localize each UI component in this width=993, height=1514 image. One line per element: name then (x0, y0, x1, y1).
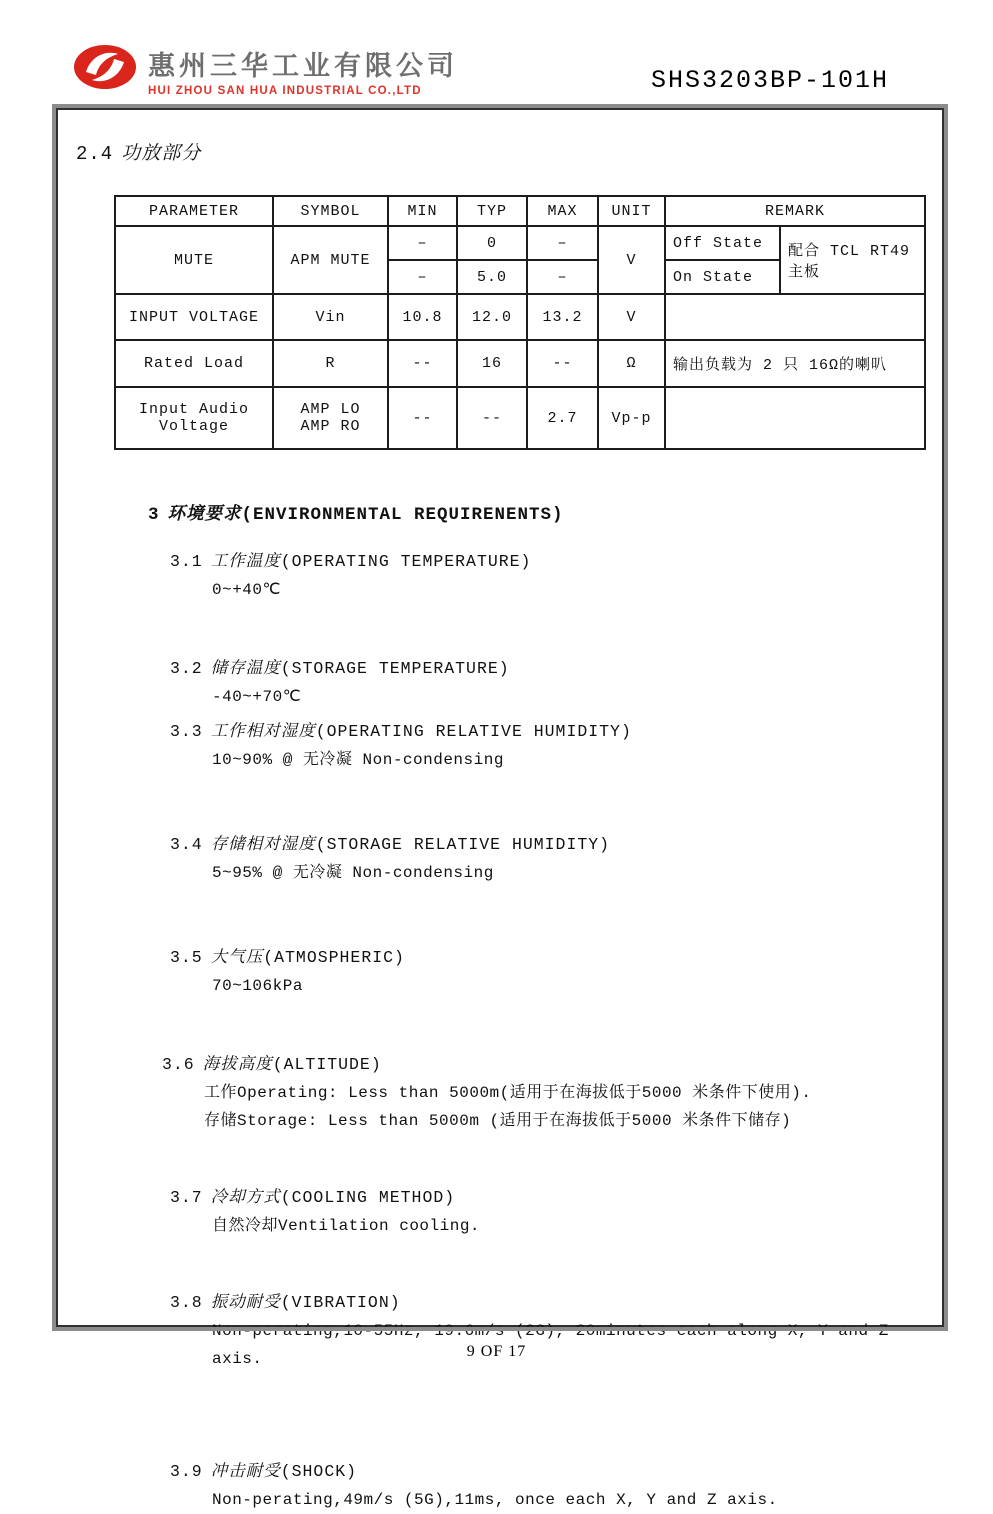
env-item-title (170, 717, 924, 746)
table-row-rated-load (115, 340, 925, 387)
env-item-number: 3.3 (170, 722, 203, 741)
env-item-number: 3.9 (170, 1462, 203, 1481)
cell-vin-max: 13.2 (527, 294, 598, 340)
env-item-title (170, 830, 924, 859)
env-item-title (170, 547, 924, 576)
env-item-label-cn: 工作温度 (210, 552, 281, 571)
section-3-number: 3 (148, 505, 160, 525)
company-name-cn: 惠州三华工业有限公司 (148, 51, 458, 81)
env-item-label-en: (SHOCK) (280, 1462, 358, 1481)
env-item-label-cn: 工作相对湿度 (210, 722, 316, 741)
cell-load-parameter: Rated Load (115, 340, 273, 387)
env-item-value: Non-perating,10-55Hz, 19.6m/s (2G), 20minutes each along X, Y and Z axis. (212, 1322, 889, 1368)
env-item-label-cn: 储存温度 (210, 659, 281, 678)
env-item-title (170, 654, 924, 683)
cell-vin-min: 10.8 (388, 294, 457, 340)
env-item-value: 10~90% @ 无冷凝 Non-condensing (212, 751, 504, 769)
env-item-label-en: (OPERATING TEMPERATURE) (280, 552, 532, 571)
env-item-value: Non-perating,49m/s (5G),11ms, once each X, Y and Z axis. (212, 1491, 778, 1509)
section-3-label-cn: 环境要求 (167, 505, 242, 525)
env-item-value: 0~+40℃ (212, 581, 281, 599)
cell-mute1-max: – (527, 226, 598, 260)
page-number: 9 OF 17 (466, 1343, 527, 1360)
env-item-label-cn: 存储相对湿度 (210, 835, 316, 854)
company-logo-icon (73, 44, 137, 90)
env-item-3-2 (170, 654, 924, 711)
env-item-3-6 (162, 1050, 924, 1135)
env-item-number: 3.8 (170, 1293, 203, 1312)
env-item-label-cn: 海拔高度 (202, 1055, 273, 1074)
company-name-en: HUI ZHOU SAN HUA INDUSTRIAL CO.,LTD (148, 85, 422, 97)
header-symbol: SYMBOL (273, 196, 388, 226)
table-header-row (115, 196, 925, 226)
env-item-label-en: (OPERATING RELATIVE HUMIDITY) (315, 722, 632, 741)
header-min: MIN (388, 196, 457, 226)
env-item-label-cn: 大气压 (210, 948, 264, 967)
env-item-3-8 (170, 1288, 924, 1373)
cell-audio-remark (665, 387, 925, 449)
model-number: SHS3203BP-101H (650, 66, 890, 95)
cell-load-unit: Ω (598, 340, 665, 387)
cell-load-max: -- (527, 340, 598, 387)
env-item-number: 3.4 (170, 835, 203, 854)
header-remark: REMARK (665, 196, 925, 226)
env-item-label-cn: 冲击耐受 (210, 1462, 281, 1481)
cell-audio-typ: -- (457, 387, 527, 449)
section-3-heading (148, 500, 924, 525)
env-item-value: 自然冷却Ventilation cooling. (212, 1217, 481, 1235)
table-row-input-audio (115, 387, 925, 449)
table-row-mute-1 (115, 226, 925, 260)
cell-mute-parameter: MUTE (115, 226, 273, 294)
env-item-value: 工作Operating: Less than 5000m(适用于在海拔低于5000 米条件下使用). (204, 1084, 812, 1102)
header-typ: TYP (457, 196, 527, 226)
company-name-block (148, 44, 458, 97)
cell-vin-typ: 12.0 (457, 294, 527, 340)
env-item-value: -40~+70℃ (212, 688, 302, 706)
env-item-value: 存储Storage: Less than 5000m (适用于在海拔低于5000 米条件下储存) (204, 1112, 792, 1130)
spec-table (114, 195, 926, 450)
env-item-3-4 (170, 830, 924, 887)
cell-vin-symbol: Vin (273, 294, 388, 340)
cell-load-symbol: R (273, 340, 388, 387)
env-item-number: 3.7 (170, 1188, 203, 1207)
cell-mute2-typ: 5.0 (457, 260, 527, 294)
cell-audio-symbol-line2: AMP RO (300, 418, 361, 435)
cell-mute1-typ: 0 (457, 226, 527, 260)
page-header (0, 0, 993, 104)
header-max: MAX (527, 196, 598, 226)
section-3-label-en: (ENVIRONMENTAL REQUIRENENTS) (241, 505, 564, 525)
cell-audio-symbol (273, 387, 388, 449)
cell-audio-unit: Vp-p (598, 387, 665, 449)
env-item-label-en: (COOLING METHOD) (280, 1188, 456, 1207)
env-item-number: 3.5 (170, 948, 203, 967)
env-item-3-9 (170, 1457, 924, 1514)
env-item-3-5 (170, 943, 924, 1000)
table-row-input-voltage (115, 294, 925, 340)
env-item-number: 3.6 (162, 1055, 195, 1074)
cell-mute2-min: – (388, 260, 457, 294)
section-2-4-title (76, 138, 924, 165)
env-item-label-en: (ALTITUDE) (272, 1055, 382, 1074)
env-item-title (170, 943, 924, 972)
cell-load-typ: 16 (457, 340, 527, 387)
cell-mute1-min: – (388, 226, 457, 260)
cell-mute-remark-on: On State (665, 260, 780, 294)
env-item-title (170, 1288, 924, 1317)
section-2-4-label: 功放部分 (121, 143, 202, 165)
cell-mute2-max: – (527, 260, 598, 294)
env-item-label-en: (STORAGE TEMPERATURE) (280, 659, 510, 678)
env-item-value: 70~106kPa (212, 977, 303, 995)
cell-vin-parameter: INPUT VOLTAGE (115, 294, 273, 340)
env-item-number: 3.1 (170, 552, 203, 571)
env-item-value: 5~95% @ 无冷凝 Non-condensing (212, 864, 494, 882)
env-item-label-en: (VIBRATION) (280, 1293, 401, 1312)
env-item-label-cn: 振动耐受 (210, 1293, 281, 1312)
cell-vin-remark (665, 294, 925, 340)
cell-audio-parameter-line1: Input Audio (138, 401, 250, 418)
cell-audio-parameter (115, 387, 273, 449)
env-item-title (170, 1457, 924, 1486)
env-item-label-en: (ATMOSPHERIC) (263, 948, 405, 967)
cell-load-min: -- (388, 340, 457, 387)
cell-mute-symbol: APM MUTE (273, 226, 388, 294)
env-item-title (162, 1050, 924, 1079)
env-item-3-7 (170, 1183, 924, 1240)
cell-mute-remark-right: 配合 TCL RT49 主板 (780, 226, 925, 294)
env-item-title (170, 1183, 924, 1212)
env-item-label-en: (STORAGE RELATIVE HUMIDITY) (315, 835, 611, 854)
header-unit: UNIT (598, 196, 665, 226)
env-item-3-1 (170, 547, 924, 604)
env-item-number: 3.2 (170, 659, 203, 678)
env-item-label-cn: 冷却方式 (210, 1188, 281, 1207)
cell-load-remark: 输出负载为 2 只 16Ω的喇叭 (665, 340, 925, 387)
cell-audio-parameter-line2: Voltage (158, 418, 229, 435)
cell-mute-unit: V (598, 226, 665, 294)
section-2-4-number: 2.4 (76, 143, 114, 165)
cell-audio-max: 2.7 (527, 387, 598, 449)
cell-mute-remark-off: Off State (665, 226, 780, 260)
cell-vin-unit: V (598, 294, 665, 340)
env-item-3-3 (170, 717, 924, 774)
cell-audio-min: -- (388, 387, 457, 449)
header-parameter: PARAMETER (115, 196, 273, 226)
cell-audio-symbol-line1: AMP LO (300, 401, 361, 418)
